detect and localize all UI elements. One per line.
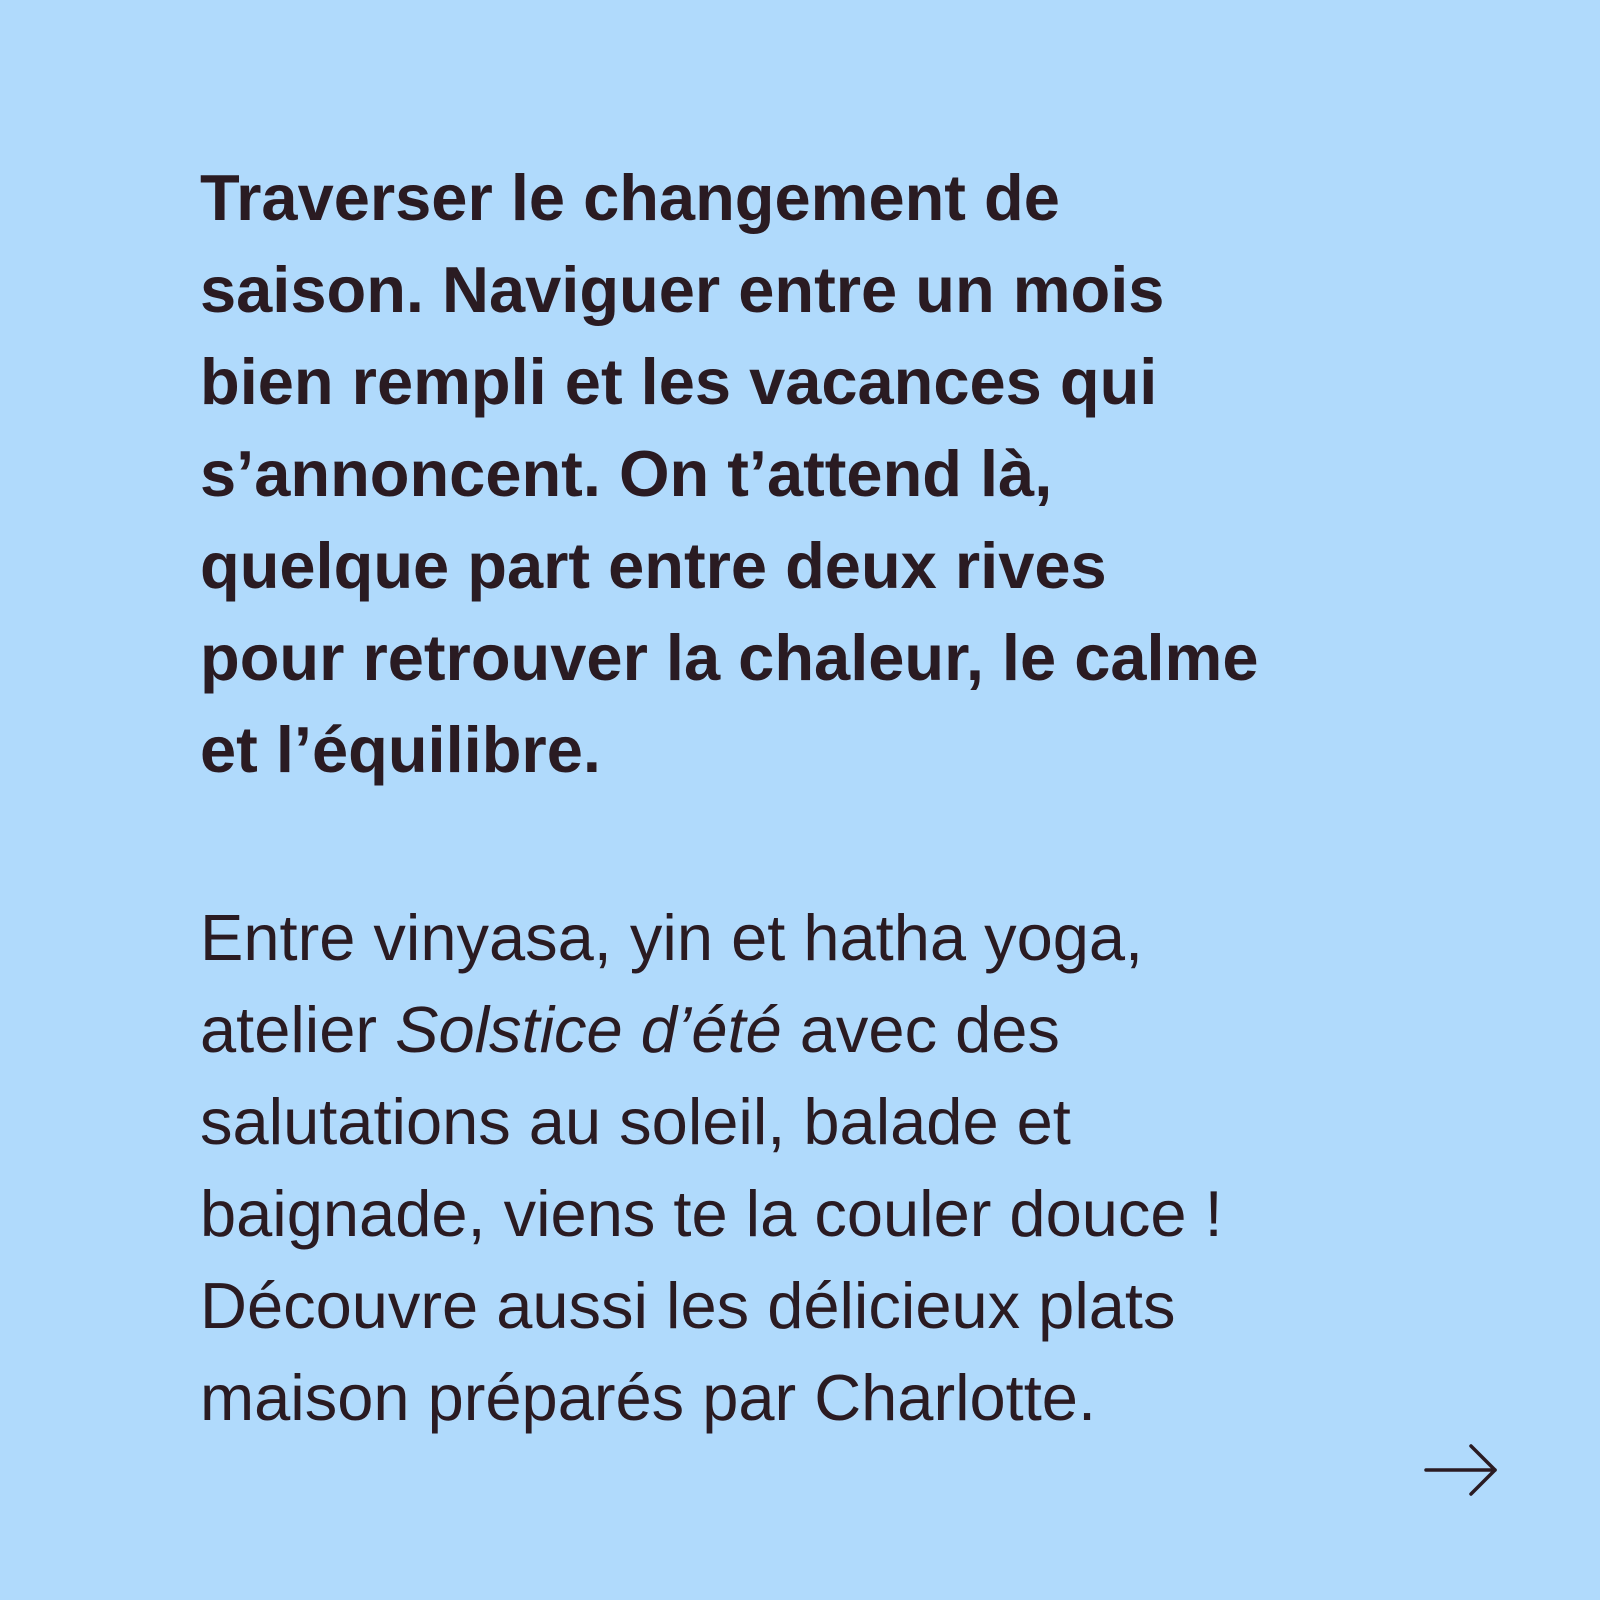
details-text: avec des bbox=[781, 993, 1060, 1066]
arrow-right-icon[interactable] bbox=[1422, 1440, 1502, 1500]
details-paragraph bbox=[200, 892, 1460, 1444]
workshop-title: Solstice d’été bbox=[395, 993, 782, 1066]
intro-line: Traverser le changement de bbox=[200, 161, 1060, 234]
intro-line: bien rempli et les vacances qui bbox=[200, 345, 1158, 418]
intro-line: et l’équilibre. bbox=[200, 713, 601, 786]
details-line: salutations au soleil, balade et bbox=[200, 1085, 1071, 1158]
details-line: maison préparés par Charlotte. bbox=[200, 1361, 1097, 1434]
details-line: Entre vinyasa, yin et hatha yoga, bbox=[200, 901, 1144, 974]
intro-line: pour retrouver la chaleur, le calme bbox=[200, 621, 1259, 694]
intro-line: s’annoncent. On t’attend là, bbox=[200, 437, 1053, 510]
details-line: Découvre aussi les délicieux plats bbox=[200, 1269, 1176, 1342]
intro-line: quelque part entre deux rives bbox=[200, 529, 1107, 602]
arrow-right-icon-graphic bbox=[1422, 1440, 1502, 1500]
details-line bbox=[200, 984, 1460, 1076]
details-text: atelier bbox=[200, 993, 396, 1066]
intro-line: saison. Naviguer entre un mois bbox=[200, 253, 1165, 326]
details-line: baignade, viens te la couler douce ! bbox=[200, 1177, 1223, 1250]
intro-paragraph bbox=[200, 152, 1460, 796]
